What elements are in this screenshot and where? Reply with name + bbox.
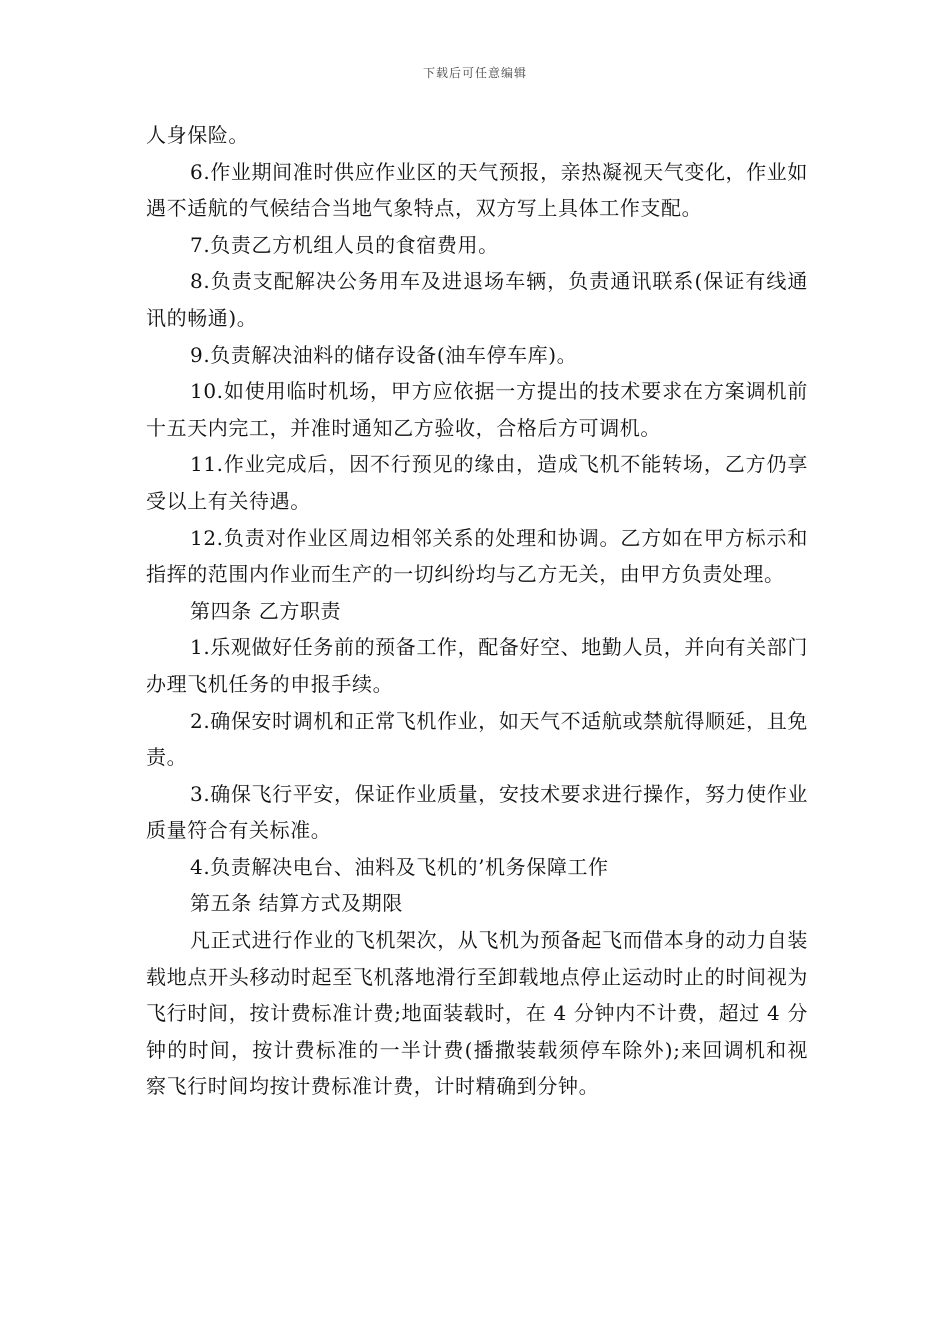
paragraph: 10.如使用临时机场，甲方应依据一方提出的技术要求在方案调机前十五天内完工，并准时通知乙方验收，合格后方可调机。 bbox=[146, 379, 808, 440]
paragraph: 1.乐观做好任务前的预备工作，配备好空、地勤人员，并向有关部门办理飞机任务的申报手续。 bbox=[146, 635, 808, 696]
paragraph: 9.负责解决油料的储存设备(油车停车库)。 bbox=[190, 342, 578, 367]
paragraph: 7.负责乙方机组人员的食宿费用。 bbox=[190, 232, 499, 257]
paragraph: 4.负责解决电台、油料及飞机的’机务保障工作 bbox=[190, 854, 609, 879]
paragraph: 凡正式进行作业的飞机架次，从飞机为预备起飞而借本身的动力自装载地点开头移动时起至飞机落地滑行至卸载地点停止运动时止的时间视为飞行时间，按计费标准计费;地面装载时，在 4 分钟内不计费，超过 4 分钟的时间，按计费标准的一半计费(播撒装载须停车除外);来回调机和视察飞行时间均按计费标准计费，计时精确到分钟。 bbox=[146, 928, 808, 1099]
page-header: 下载后可任意编辑 bbox=[422, 66, 527, 80]
paragraph: 2.确保安时调机和正常飞机作业，如天气不适航或禁航得顺延，且免责。 bbox=[146, 708, 808, 770]
paragraph: 11.作业完成后，因不行预见的缘由，造成飞机不能转场，乙方仍享受以上有关待遇。 bbox=[146, 452, 808, 513]
paragraph: 8.负责支配解决公务用车及进退场车辆，负责通讯联系(保证有线通讯的畅通)。 bbox=[146, 269, 808, 330]
section-heading: 第四条 乙方职责 bbox=[190, 598, 342, 623]
paragraph: 6.作业期间准时供应作业区的天气预报，亲热凝视天气变化，作业如遇不适航的气候结合当地气象特点，双方写上具体工作支配。 bbox=[146, 159, 808, 221]
paragraph: 12.负责对作业区周边相邻关系的处理和协调。乙方如在甲方标示和指挥的范围内作业而生产的一切纠纷均与乙方无关，由甲方负责处理。 bbox=[146, 525, 808, 587]
paragraph: 人身保险。 bbox=[146, 123, 249, 147]
document-body bbox=[146, 117, 808, 1105]
paragraph: 3.确保飞行平安，保证作业质量，安技术要求进行操作，努力使作业质量符合有关标准。 bbox=[146, 781, 808, 843]
section-heading: 第五条 结算方式及期限 bbox=[190, 891, 403, 916]
